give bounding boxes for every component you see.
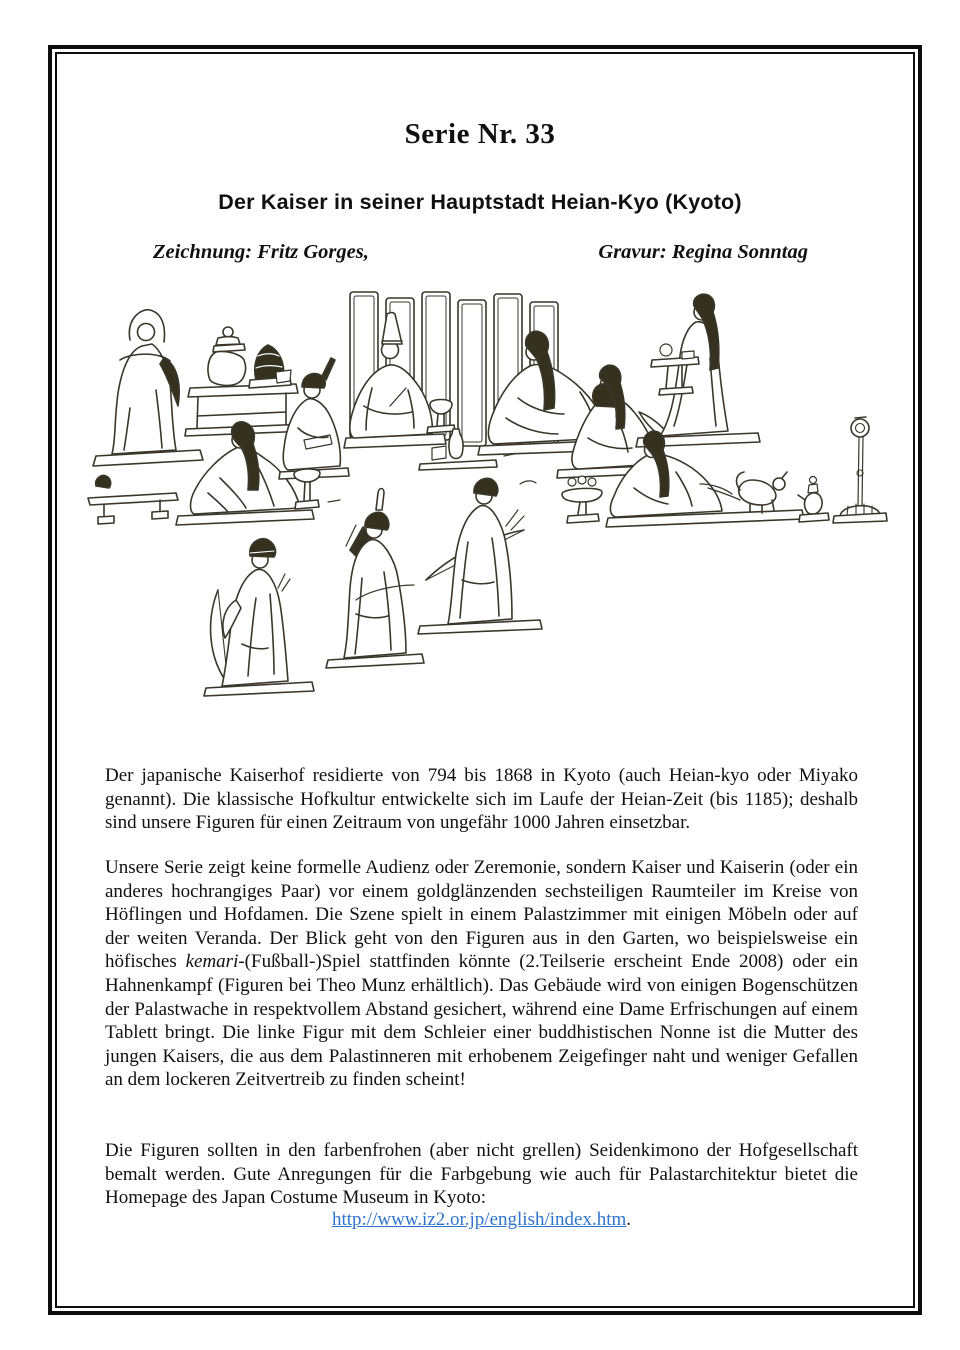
paragraph-painting-advice: Die Figuren sollten in den farbenfrohen (aber nicht grellen) Seidenkimono der Hofgesellschaft bemalt werden. Gute Anregungen für die Farbgebung wie auch für Palastarchitektur bietet die Homepage des Japan Costume Museum in Kyoto: <box>105 1140 858 1209</box>
ground-marks <box>328 481 536 502</box>
figure-veiled-nun <box>93 310 203 466</box>
small-ewer <box>798 477 829 523</box>
kemari-term: kemari <box>185 951 239 973</box>
paragraph-history: Der japanische Kaiserhof residierte von 794 bis 1868 in Kyoto (auch Heian-kyo oder Miyako genannt). Die klassische Hofkultur entwickelte sich im Laufe der Heian-Zeit (bis 1185); deshalb sind unsere Figuren für einen Zeitraum von ungefähr 1000 Jahren einsetzbar. <box>105 765 858 834</box>
pedestal-stand <box>294 469 320 509</box>
paragraph-scene-part1: Unsere Serie zeigt keine formelle Audienz oder Zeremonie, sondern Kaiser und Kaiserin (oder ein anderes hochrangiges Paar) vor einem goldglänzenden sechsteiligen Raumteiler im Kreise von Höflingen und Hofdamen. Die Szene spielt in einem Palastzimmer mit einigen Möbeln oder auf der weiten Veranda. Der Blick geht von den Figuren aus in den Garten, wo beispielsweise ein höfisches <box>105 857 858 973</box>
lamp-stand <box>833 417 887 523</box>
fruit-stand <box>562 476 602 523</box>
figure-archer-bow-diagonal <box>418 478 542 634</box>
museum-homepage-link[interactable]: http://www.iz2.or.jp/english/index.htm <box>331 1209 627 1230</box>
figure-archer-bow-lowered <box>204 539 314 696</box>
page-title: Der Kaiser in seiner Hauptstadt Heian-Kyo (Kyoto) <box>218 190 742 214</box>
low-bench <box>88 476 178 524</box>
credit-drawing: Zeichnung: Fritz Gorges, <box>153 241 369 263</box>
link-trailing-period: . <box>626 1209 632 1230</box>
figure-archer-quiver <box>326 489 424 669</box>
paragraph-scene-description <box>105 856 858 1092</box>
paragraph-scene-part2: -(Fußball-)Spiel stattfinden könnte (2.Teilserie erscheint Ende 2008) oder ein Hahnenkampf (Figuren bei Theo Munz erhältlich). Das Gebäude wird von einigen Bogenschützen der Palastwache in respektvollem Abstand gesichert, während eine Dame Erfrischungen auf einem Tablett bringt. Die linke Figur mit dem Schleier einer buddhistischen Nonne ist die Mutter des jungen Kaisers, die aus dem Palastinneren mit erhobenem Zeigefinger naht und weniger Gefallen an dem lockeren Zeitvertreib zu finden scheint! <box>105 951 858 1091</box>
credits-row <box>153 241 808 264</box>
series-title: Serie Nr. 33 <box>404 118 556 150</box>
court-scene-illustration <box>60 288 895 728</box>
link-line <box>105 1209 858 1231</box>
figure-serving-lady <box>636 294 760 447</box>
credit-engraving: Gravur: Regina Sonntag <box>598 241 808 263</box>
